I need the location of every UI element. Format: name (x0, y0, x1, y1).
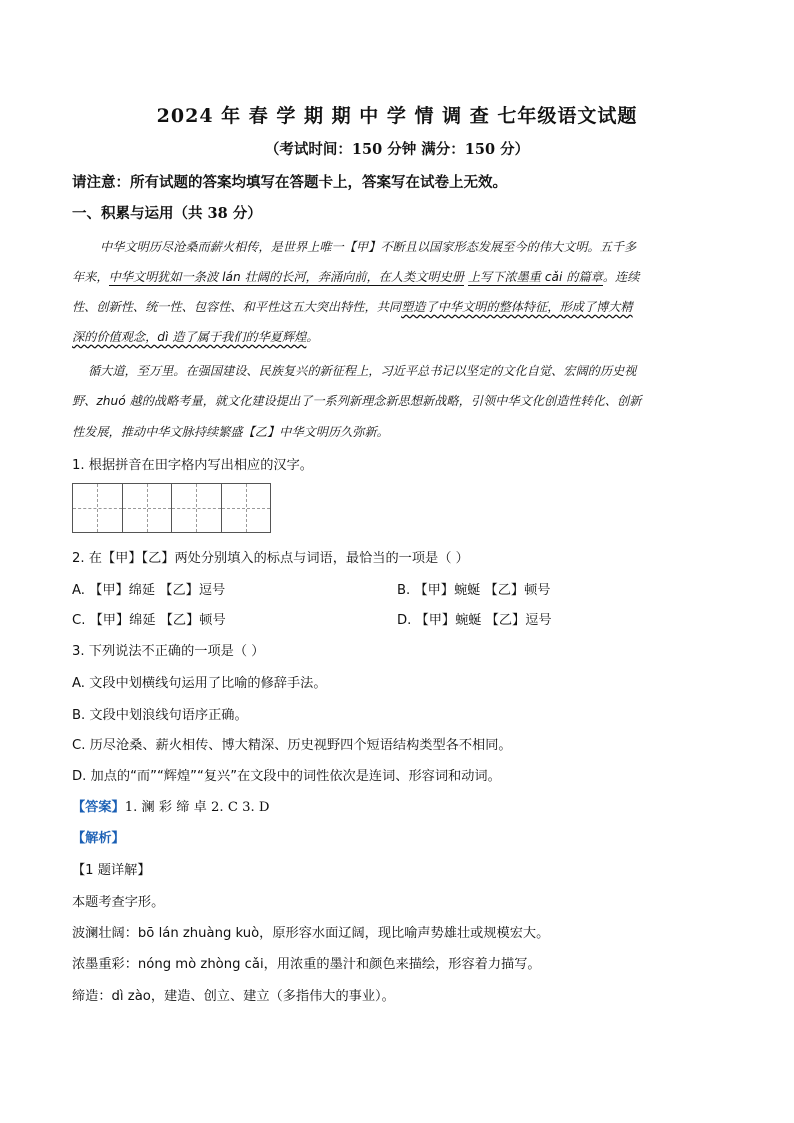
passage-line: 循大道，至万里。在强国建设、民族复兴的新征程上，习近平总书记以坚定的文化自觉、宏阔的历史视 (88, 364, 637, 378)
answer-line (72, 796, 269, 815)
exam-notice: 请注意：所有试题的答案均填写在答题卡上，答案写在试卷上无效。 (72, 174, 507, 191)
option-c: C. 【甲】绵延 【乙】顿号 (72, 613, 226, 628)
option-b: B. 文段中划浪线句语序正确。 (72, 708, 248, 723)
analysis-label: 【解析】 (72, 831, 125, 846)
passage-line: 中华文明历尽沧桑而薪火相传，是世界上唯一【甲】不断且以国家形态发展至今的伟大文明。五千多 (100, 240, 637, 254)
answer-values: 1. 澜 彩 缔 卓 2. C 3. D (124, 800, 270, 815)
question-2: 2. 在【甲】【乙】两处分别填入的标点与词语，最恰当的一项是（ ） (72, 551, 469, 566)
option-b: B. 【甲】蜿蜒 【乙】顿号 (397, 583, 551, 598)
option-a: A. 文段中划横线句运用了比喻的修辞手法。 (72, 676, 327, 691)
passage-line: 性发展，推动中华文脉持续繁盛【乙】中华文明历久弥新。 (72, 425, 389, 439)
option-d: D. 加点的“而”“辉煌”“复兴”在文段中的词性依次是连词、形容词和动词。 (72, 769, 501, 784)
analysis-line: 【1 题详解】 (72, 863, 151, 878)
question-3: 3. 下列说法不正确的一项是（ ） (72, 644, 265, 659)
underlined-sentence-part: 上写下浓墨重 cǎi 的篇章 (467, 270, 603, 284)
tianzige-cell (222, 484, 271, 532)
passage-line: 野、zhuó 越的战略考量，就文化建设提出了一系列新理念新思想新战略，引领中华文化创造性转化、创新 (72, 394, 642, 408)
tianzige-cell (172, 484, 222, 532)
option-d: D. 【甲】蜿蜒 【乙】逗号 (397, 613, 552, 628)
passage-line (72, 298, 633, 315)
passage-text: 。连续 (602, 270, 640, 284)
passage-line (72, 328, 319, 345)
exam-subtitle: （考试时间：150 分钟 满分：150 分） (264, 141, 530, 158)
exam-title: 2024 年 春 学 期 期 中 学 情 调 查 七年级语文试题 (156, 105, 638, 127)
answer-label: 【答案】 (72, 800, 125, 815)
tianzige-grid (72, 483, 271, 533)
option-a: A. 【甲】绵延 【乙】逗号 (72, 583, 226, 598)
underlined-sentence-part: 中华文明犹如一条波 lán 壮阔的长河，奔涌向前，在人类文明史册 (108, 270, 464, 284)
analysis-line: 本题考查字形。 (72, 895, 165, 910)
wavy-underlined-sentence: 深的价值观念，dì 造了属于我们的华夏辉煌 (72, 330, 307, 344)
passage-text: 性、创新性、统一性、包容性、和平性这五大突出特性，共同 (72, 300, 402, 314)
passage-text: 。 (306, 330, 319, 344)
tianzige-cell (73, 484, 123, 532)
option-c: C. 历尽沧桑、薪火相传、博大精深、历史视野四个短语结构类型各不相同。 (72, 738, 512, 753)
tianzige-cell (123, 484, 173, 532)
analysis-line: 缔造：dì zào，建造、创立、建立（多指伟大的事业）。 (72, 989, 395, 1004)
analysis-line: 浓墨重彩：nóng mò zhòng cǎi，用浓重的墨汁和颜色来描绘，形容着力描写。 (72, 957, 541, 972)
passage-text: 年来， (72, 270, 109, 284)
question-1: 1. 根据拼音在田字格内写出相应的汉字。 (72, 458, 313, 473)
analysis-line: 波澜壮阔：bō lán zhuàng kuò，原形容水面辽阔，现比喻声势雄壮或规模宏大。 (72, 926, 550, 941)
wavy-underlined-sentence: 塑造了中华文明的整体特征，形成了博大精 (401, 300, 633, 314)
passage-line (72, 268, 639, 285)
section-title: 一、积累与运用（共 38 分） (72, 205, 262, 222)
